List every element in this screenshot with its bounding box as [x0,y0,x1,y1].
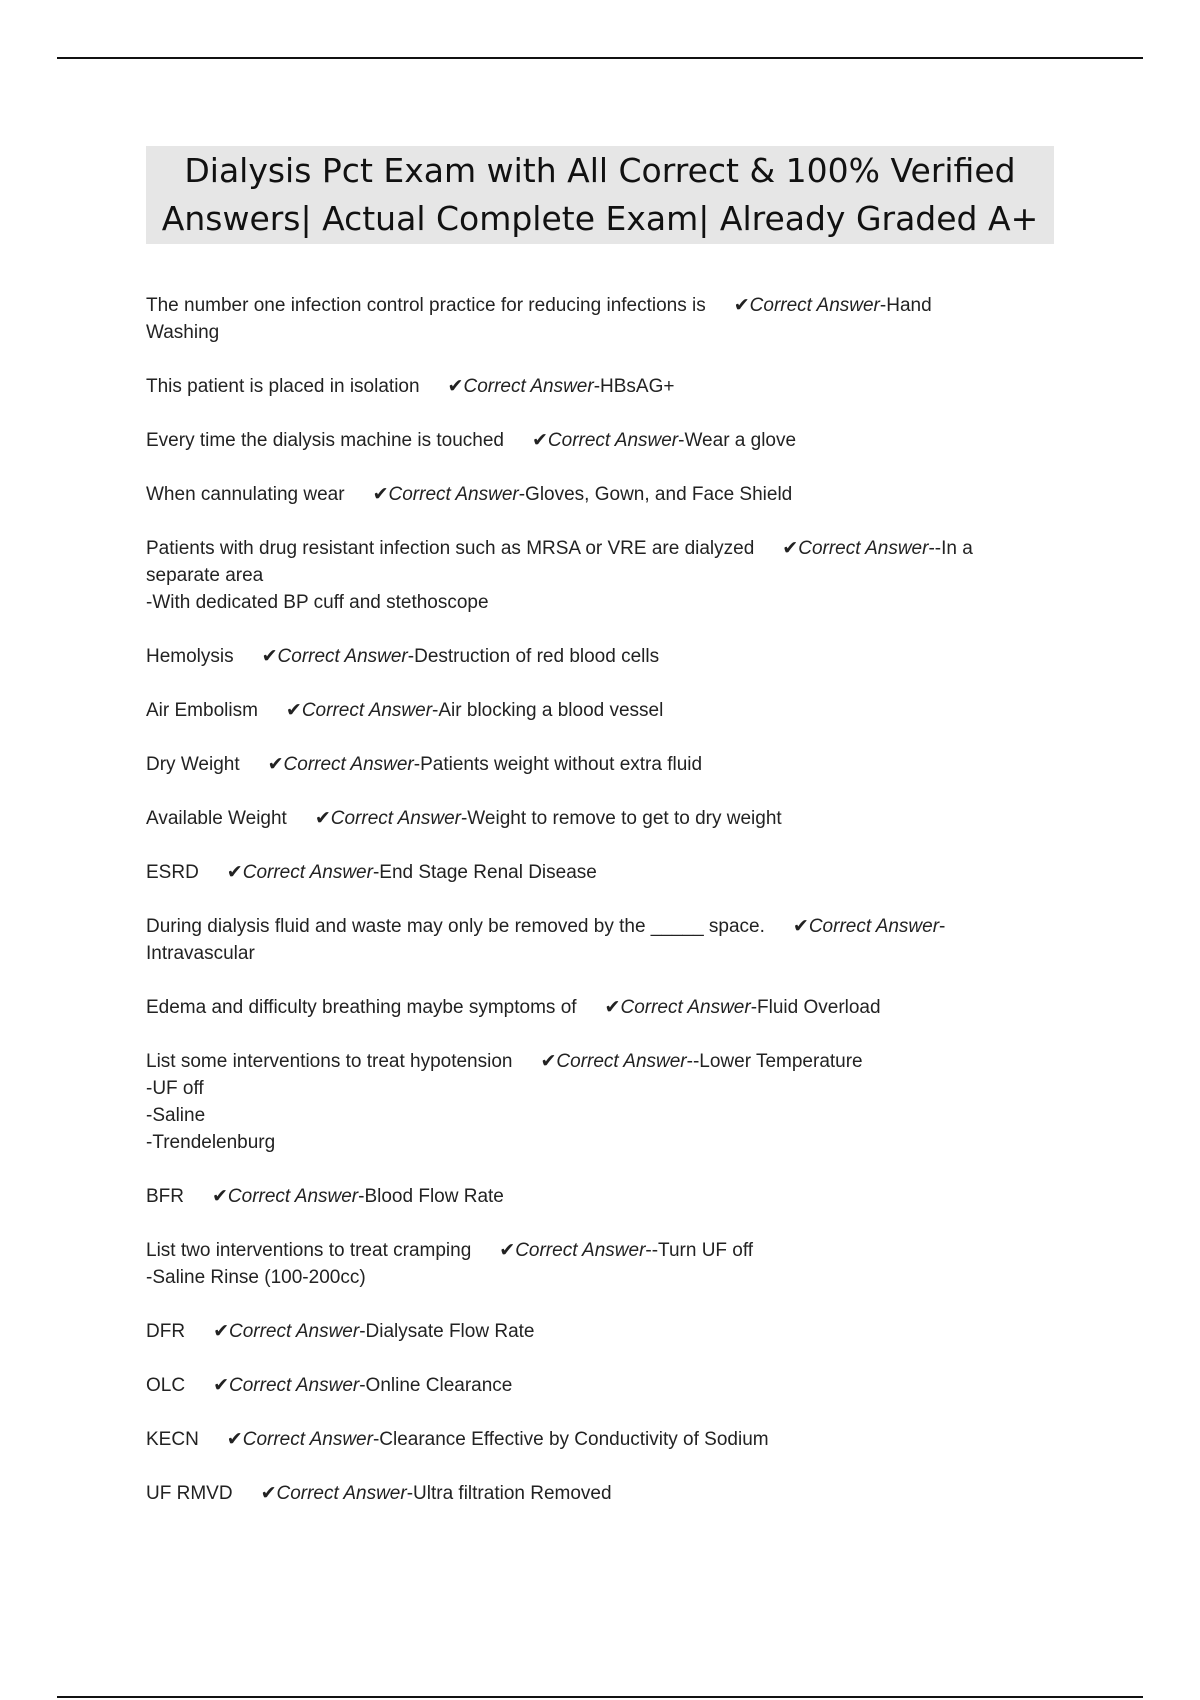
correct-answer-label: Correct Answer [276,1483,407,1504]
check-mark-icon: ✔ [267,754,284,775]
title-banner [146,146,1054,244]
answer-text: --Lower Temperature -UF off -Saline -Trendelenburg [146,1051,863,1153]
question-text: Every time the dialysis machine is touched [146,430,504,451]
qa-item [146,1480,1026,1507]
correct-answer-label: Correct Answer [242,862,373,883]
question-text: OLC [146,1375,186,1396]
check-mark-icon: ✔ [447,376,464,397]
answer-text: -Dialysate Flow Rate [359,1321,535,1342]
check-mark-icon: ✔ [261,646,278,667]
answer-text: -Weight to remove to get to dry weight [460,808,782,829]
qa-item [146,373,1026,400]
qa-item [146,859,1026,886]
correct-answer-label: Correct Answer [242,1429,373,1450]
correct-answer-label: Correct Answer [556,1051,687,1072]
correct-answer-label: Correct Answer [749,295,880,316]
qa-item [146,535,1026,616]
check-mark-icon: ✔ [792,916,809,937]
check-mark-icon: ✔ [372,484,389,505]
answer-text: - Intravascular [146,916,946,964]
check-mark-icon: ✔ [260,1483,277,1504]
bottom-rule [57,1696,1143,1698]
qa-item [146,697,1026,724]
correct-answer-label: Correct Answer [463,376,594,397]
question-text: BFR [146,1186,184,1207]
answer-text: -HBsAG+ [593,376,675,397]
question-text: Air Embolism [146,700,258,721]
qa-item [146,1372,1026,1399]
qa-item [146,805,1026,832]
correct-answer-label: Correct Answer [808,916,940,937]
question-text: UF RMVD [146,1483,233,1504]
question-text: Available Weight [146,808,287,829]
answer-text: -Blood Flow Rate [358,1186,504,1207]
answer-text: -Clearance Effective by Conductivity of Sodium [372,1429,769,1450]
question-text: During dialysis fluid and waste may only be removed by the _____ space. [146,916,765,937]
correct-answer-label: Correct Answer [229,1375,360,1396]
answer-text: -Wear a glove [678,430,797,451]
correct-answer-label: Correct Answer [227,1186,359,1207]
question-text: ESRD [146,862,199,883]
qa-item [146,481,1026,508]
question-answer-list [146,292,1026,1534]
answer-text: --Turn UF off -Saline Rinse (100-200cc) [146,1240,754,1288]
answer-text: -Patients weight without extra fluid [413,754,703,775]
question-text: Hemolysis [146,646,234,667]
question-text: Patients with drug resistant infection such as MRSA or VRE are dialyzed [146,538,755,559]
correct-answer-label: Correct Answer [277,646,408,667]
document-title: Dialysis Pct Exam with All Correct & 100% Verified Answers| Actual Complete Exam| Already Graded A+ [161,151,1039,238]
check-mark-icon: ✔ [782,538,799,559]
answer-text: -Ultra filtration Removed [406,1483,612,1504]
question-text: KECN [146,1429,199,1450]
correct-answer-label: Correct Answer [330,808,461,829]
check-mark-icon: ✔ [314,808,331,829]
answer-text: -Fluid Overload [750,997,881,1018]
qa-item [146,751,1026,778]
question-text: Dry Weight [146,754,240,775]
correct-answer-label: Correct Answer [388,484,519,505]
check-mark-icon: ✔ [212,1186,228,1207]
check-mark-icon: ✔ [540,1051,557,1072]
question-text: When cannulating wear [146,484,345,505]
question-text: List some interventions to treat hypotension [146,1051,513,1072]
correct-answer-label: Correct Answer [547,430,679,451]
check-mark-icon: ✔ [213,1375,229,1396]
answer-text: -End Stage Renal Disease [372,862,597,883]
check-mark-icon: ✔ [532,430,548,451]
correct-answer-label: Correct Answer [283,754,414,775]
check-mark-icon: ✔ [213,1321,229,1342]
qa-item [146,994,1026,1021]
correct-answer-label: Correct Answer [515,1240,646,1261]
qa-item [146,1318,1026,1345]
top-rule [57,57,1143,59]
answer-text: -Gloves, Gown, and Face Shield [518,484,793,505]
correct-answer-label: Correct Answer [620,997,751,1018]
qa-item [146,1426,1026,1453]
qa-item [146,1183,1026,1210]
question-text: This patient is placed in isolation [146,376,420,397]
qa-item [146,427,1026,454]
correct-answer-label: Correct Answer [798,538,929,559]
check-mark-icon: ✔ [226,862,243,883]
qa-item [146,1048,1026,1156]
qa-item [146,913,1026,967]
qa-item [146,292,1026,346]
question-text: DFR [146,1321,186,1342]
answer-text: -Air blocking a blood vessel [432,700,664,721]
check-mark-icon: ✔ [604,997,621,1018]
answer-text: -Hand Washing [146,295,932,343]
question-text: Edema and difficulty breathing maybe symptoms of [146,997,577,1018]
check-mark-icon: ✔ [226,1429,243,1450]
answer-text: -Destruction of red blood cells [407,646,660,667]
answer-text: --In a separate area -With dedicated BP cuff and stethoscope [146,538,973,613]
question-text: The number one infection control practice for reducing infections is [146,295,706,316]
correct-answer-label: Correct Answer [228,1321,360,1342]
question-text: List two interventions to treat cramping [146,1240,472,1261]
qa-item [146,1237,1026,1291]
correct-answer-label: Correct Answer [301,700,433,721]
check-mark-icon: ✔ [499,1240,516,1261]
answer-text: -Online Clearance [359,1375,513,1396]
check-mark-icon: ✔ [285,700,302,721]
check-mark-icon: ✔ [733,295,750,316]
qa-item [146,643,1026,670]
